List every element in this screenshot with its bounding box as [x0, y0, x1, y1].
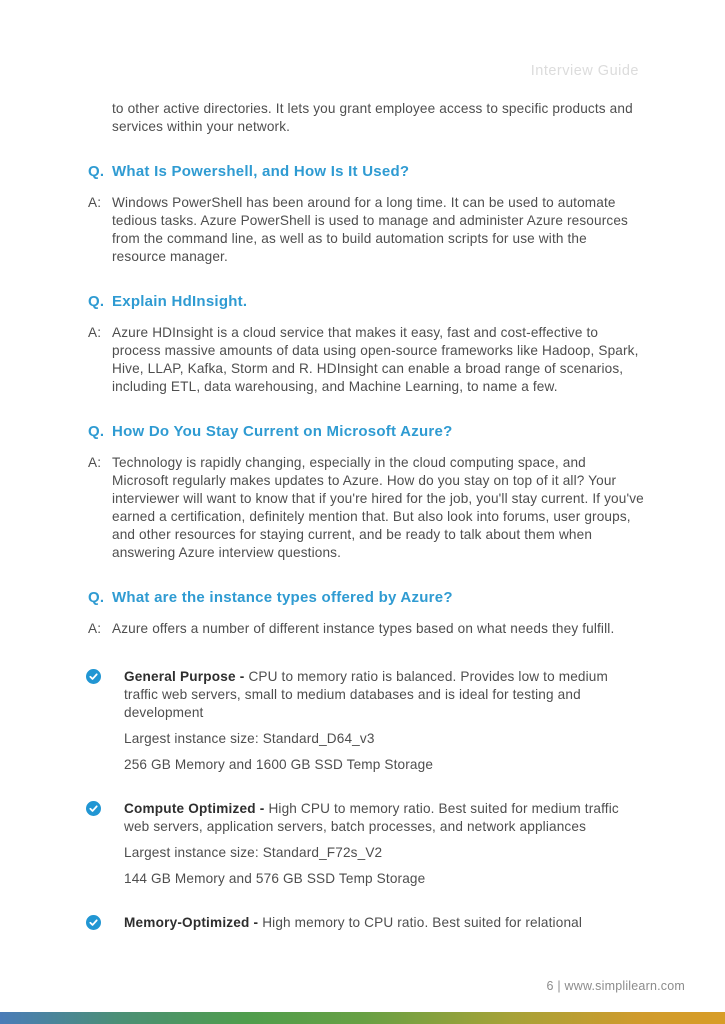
page-content [88, 100, 644, 932]
question-row [88, 422, 644, 441]
question-label: Q. [88, 163, 105, 180]
question-row [88, 292, 644, 311]
answer-text: Azure offers a number of different instance types based on what needs they fulfill. [112, 621, 615, 636]
instance-type-title: Compute Optimized - [124, 801, 265, 816]
qa-section-stay-current [88, 422, 644, 562]
instance-type-description-text: High CPU to memory ratio. Best suited for medium traffic web servers, application servers, batch processes, and network appliances [124, 801, 619, 834]
continuation-paragraph: to other active directories. It lets you grant employee access to specific products and services within your network. [112, 101, 633, 134]
answer-row [88, 324, 644, 396]
answer-row [88, 620, 644, 638]
instance-memory-detail: 256 GB Memory and 1600 GB SSD Temp Storage [124, 757, 434, 772]
answer-label: A: [88, 621, 102, 636]
answer-row [88, 194, 644, 266]
answer-text: Technology is rapidly changing, especially in the cloud computing space, and Microsoft regularly makes updates to Azure. How do you stay on top of it all? Your interviewer will want to know that if you're hired for the job, you'll stay current. If you've earned a certification, definitely mention that. But also look into forums, user groups, and other resources for staying current, and be ready to talk about them when answering Azure interview questions. [112, 455, 644, 560]
page-footer-text: 6 | www.simplilearn.com [546, 979, 685, 993]
question-label: Q. [88, 589, 105, 606]
instance-type-description-text: CPU to memory ratio is balanced. Provides low to medium traffic web servers, small to medium databases and is ideal for testing and development [124, 669, 608, 720]
qa-section-powershell [88, 162, 644, 266]
instance-type-description [124, 914, 644, 932]
instance-size-detail: Largest instance size: Standard_D64_v3 [124, 731, 375, 746]
instance-type-body [124, 914, 644, 932]
qa-section-hdinsight [88, 292, 644, 396]
page-header-label: Interview Guide [530, 63, 639, 79]
answer-text: Azure HDInsight is a cloud service that makes it easy, fast and cost-effective to process massive amounts of data using open-source frameworks like Hadoop, Spark, Hive, LLAP, Kafka, Storm and R. HDInsight can enable a broad range of scenarios, including ETL, data warehousing, and Machine Learning, to name a few. [112, 325, 639, 394]
check-circle-icon [86, 915, 101, 930]
question-text: Explain HdInsight. [112, 293, 248, 310]
instance-type-list [88, 668, 644, 932]
question-text: What are the instance types offered by Azure? [112, 589, 453, 606]
check-circle-icon [86, 669, 101, 684]
answer-label: A: [88, 455, 102, 470]
footer-gradient-bar [0, 1012, 725, 1024]
instance-type-description [124, 800, 644, 836]
question-text: What Is Powershell, and How Is It Used? [112, 163, 410, 180]
instance-type-item-general-purpose [88, 668, 644, 774]
question-text: How Do You Stay Current on Microsoft Azure? [112, 423, 453, 440]
check-circle-icon [86, 801, 101, 816]
answer-label: A: [88, 195, 102, 210]
question-label: Q. [88, 423, 105, 440]
instance-type-body [124, 800, 644, 888]
question-row [88, 588, 644, 607]
instance-size-detail: Largest instance size: Standard_F72s_V2 [124, 845, 383, 860]
instance-type-title: General Purpose - [124, 669, 245, 684]
question-row [88, 162, 644, 181]
instance-type-body [124, 668, 644, 774]
answer-text: Windows PowerShell has been around for a long time. It can be used to automate tedious tasks. Azure PowerShell is used to manage and administer Azure resources from the command line, as well as to build automation scripts for use with the resource manager. [112, 195, 628, 264]
answer-row [88, 454, 644, 562]
instance-type-description-text: High memory to CPU ratio. Best suited for relational [262, 915, 583, 930]
instance-type-item-compute-optimized [88, 800, 644, 888]
answer-label: A: [88, 325, 102, 340]
question-label: Q. [88, 293, 105, 310]
instance-type-title: Memory-Optimized - [124, 915, 259, 930]
instance-type-item-memory-optimized [88, 914, 644, 932]
instance-type-description [124, 668, 644, 722]
qa-section-instance-types [88, 588, 644, 638]
instance-memory-detail: 144 GB Memory and 576 GB SSD Temp Storage [124, 871, 426, 886]
